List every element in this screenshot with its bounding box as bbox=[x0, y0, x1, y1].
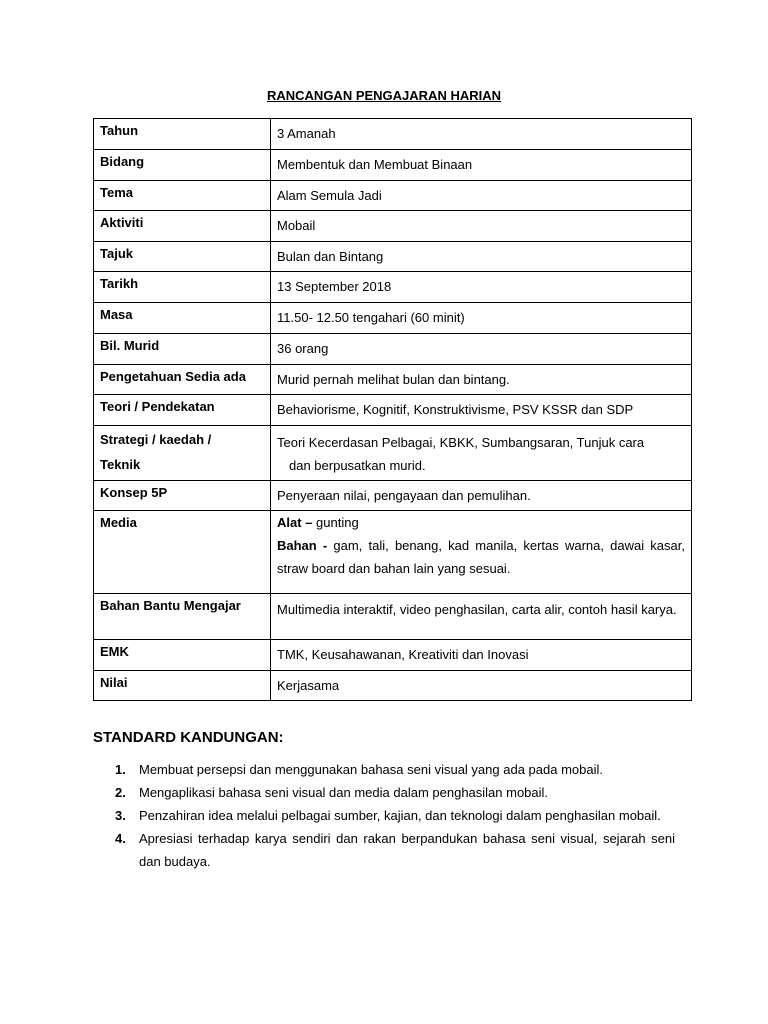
list-item bbox=[93, 827, 675, 873]
row-value: Penyeraan nilai, pengayaan dan pemulihan. bbox=[271, 481, 692, 511]
table-row bbox=[94, 334, 692, 365]
table-row bbox=[94, 395, 692, 426]
row-value: Alam Semula Jadi bbox=[271, 181, 692, 211]
lesson-plan-table bbox=[93, 118, 692, 701]
row-label: Tahun bbox=[94, 119, 271, 150]
row-label bbox=[94, 426, 271, 481]
row-label: Aktiviti bbox=[94, 211, 271, 242]
document-title: RANCANGAN PENGAJARAN HARIAN bbox=[266, 88, 501, 103]
row-label-line: Strategi / kaedah / bbox=[100, 432, 212, 447]
table-row bbox=[94, 211, 692, 242]
row-label: Bahan Bantu Mengajar bbox=[94, 594, 271, 640]
row-value: 13 September 2018 bbox=[271, 272, 692, 303]
list-number: 4. bbox=[115, 831, 126, 846]
list-number: 3. bbox=[115, 808, 126, 823]
row-label: Tajuk bbox=[94, 242, 271, 272]
table-row bbox=[94, 242, 692, 272]
table-row bbox=[94, 481, 692, 511]
list-item bbox=[93, 781, 675, 804]
row-label: Konsep 5P bbox=[94, 481, 271, 511]
row-label: Teori / Pendekatan bbox=[94, 395, 271, 426]
table-row bbox=[94, 671, 692, 701]
media-bahan-label: Bahan - bbox=[277, 538, 328, 553]
row-label: Nilai bbox=[94, 671, 271, 701]
table-row bbox=[94, 303, 692, 334]
standard-heading: STANDARD KANDUNGAN: bbox=[93, 729, 284, 746]
row-label: Bil. Murid bbox=[94, 334, 271, 365]
media-alat bbox=[277, 511, 685, 534]
table-row bbox=[94, 150, 692, 181]
table-row bbox=[94, 365, 692, 395]
row-label: EMK bbox=[94, 640, 271, 671]
list-text: Penzahiran idea melalui pelbagai sumber, kajian, dan teknologi dalam penghasilan mobail. bbox=[139, 808, 661, 823]
row-value bbox=[271, 426, 692, 481]
row-value: TMK, Keusahawanan, Kreativiti dan Inovasi bbox=[271, 640, 692, 671]
row-value: Bulan dan Bintang bbox=[271, 242, 692, 272]
row-label: Bidang bbox=[94, 150, 271, 181]
media-bahan-value: gam, tali, benang, kad manila, kertas warna, dawai kasar, straw board dan bahan lain yang sesuai. bbox=[277, 538, 685, 576]
list-text: Apresiasi terhadap karya sendiri dan rakan berpandukan bahasa seni visual, sejarah seni dan budaya. bbox=[139, 831, 675, 869]
row-label: Media bbox=[94, 511, 271, 594]
table-row bbox=[94, 119, 692, 150]
table-row bbox=[94, 426, 692, 481]
row-value: Behaviorisme, Kognitif, Konstruktivisme, PSV KSSR dan SDP bbox=[271, 395, 692, 426]
list-item bbox=[93, 758, 675, 781]
row-value: Multimedia interaktif, video penghasilan, carta alir, contoh hasil karya. bbox=[271, 594, 692, 640]
media-alat-value: gunting bbox=[312, 515, 359, 530]
row-label: Masa bbox=[94, 303, 271, 334]
standard-list bbox=[93, 758, 675, 873]
list-text: Mengaplikasi bahasa seni visual dan media dalam penghasilan mobail. bbox=[139, 785, 549, 800]
table-row bbox=[94, 594, 692, 640]
row-value: Mobail bbox=[271, 211, 692, 242]
table-row bbox=[94, 272, 692, 303]
table-row bbox=[94, 511, 692, 594]
list-text: Membuat persepsi dan menggunakan bahasa seni visual yang ada pada mobail. bbox=[139, 762, 603, 777]
list-number: 1. bbox=[115, 762, 126, 777]
row-label-line: Teknik bbox=[100, 457, 141, 472]
row-label: Tema bbox=[94, 181, 271, 211]
row-value bbox=[271, 511, 692, 594]
list-number: 2. bbox=[115, 785, 126, 800]
row-value: Membentuk dan Membuat Binaan bbox=[271, 150, 692, 181]
media-bahan bbox=[277, 534, 685, 580]
row-value: Kerjasama bbox=[271, 671, 692, 701]
row-value: 11.50- 12.50 tengahari (60 minit) bbox=[271, 303, 692, 334]
row-value: Murid pernah melihat bulan dan bintang. bbox=[271, 365, 692, 395]
table-row bbox=[94, 640, 692, 671]
row-value: 3 Amanah bbox=[271, 119, 692, 150]
media-alat-label: Alat – bbox=[277, 515, 313, 530]
list-item bbox=[93, 804, 675, 827]
row-value: 36 orang bbox=[271, 334, 692, 365]
row-value-line: Teori Kecerdasan Pelbagai, KBKK, Sumbangsaran, Tunjuk cara bbox=[277, 435, 645, 450]
row-label: Pengetahuan Sedia ada bbox=[94, 365, 271, 395]
row-value-line: dan berpusatkan murid. bbox=[289, 458, 426, 473]
table-row bbox=[94, 181, 692, 211]
row-label: Tarikh bbox=[94, 272, 271, 303]
